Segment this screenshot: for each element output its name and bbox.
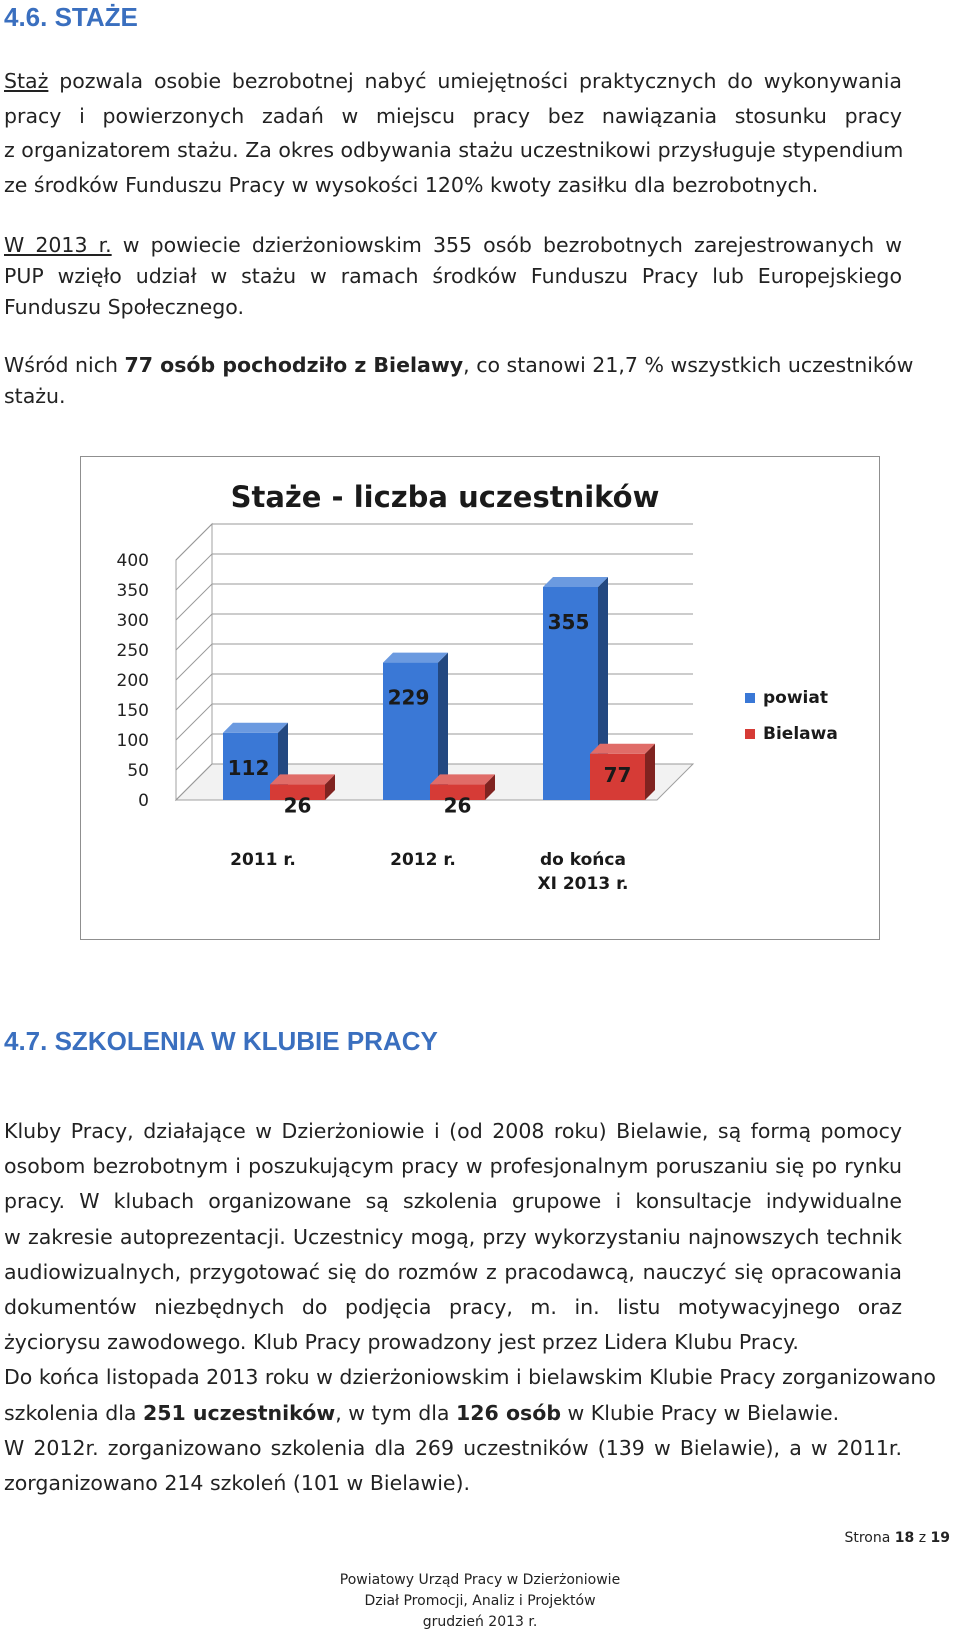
- text-line: [4, 1466, 902, 1501]
- bold-text: 126 osób: [456, 1400, 561, 1425]
- paragraph-staz-definition: [4, 64, 902, 202]
- text-line: [4, 350, 914, 381]
- gridline: [176, 554, 693, 590]
- text-line: [4, 381, 902, 412]
- text-span: pracy i powierzonych zadań w miejscu pracy bez nawiązania stosunku pracy: [4, 103, 902, 128]
- chart-title: Staże - liczba uczestników: [230, 480, 660, 514]
- x-tick-label: do końca: [540, 850, 626, 870]
- text-line: [4, 292, 902, 323]
- text-span: szkolenia dla: [4, 1400, 143, 1425]
- bar-powiat-top: [223, 723, 288, 733]
- paragraph-staz-bielawa: [4, 350, 914, 412]
- text-line: [4, 1325, 902, 1360]
- underlined-text: Staż: [4, 69, 49, 93]
- y-tick-label: 250: [116, 641, 149, 661]
- page-number-prefix: Strona: [844, 1530, 895, 1546]
- paragraph-klub-pracy: [4, 1114, 936, 1501]
- y-tick-label: 350: [116, 581, 149, 601]
- text-line: [4, 261, 902, 292]
- text-span: stażu.: [4, 384, 66, 408]
- bold-text: 77 osób pochodziło z Bielawy: [124, 353, 464, 377]
- text-line: [4, 1290, 902, 1325]
- text-line: [4, 230, 902, 261]
- legend-swatch-bielawa: [745, 729, 755, 739]
- text-span: W 2012r. zorganizowano szkolenia dla 269 uczestników (139 w Bielawie), a w 2011r.: [4, 1435, 902, 1460]
- footer-office-name: Powiatowy Urząd Pracy w Dzierżoniowie: [339, 1572, 621, 1588]
- text-span: PUP wzięło udział w stażu w ramach środków Funduszu Pracy lub Europejskiego: [4, 264, 902, 288]
- text-line: [4, 99, 902, 134]
- text-line: [4, 1360, 936, 1395]
- y-tick-label: 150: [116, 701, 149, 721]
- staze-bar-chart: [81, 457, 879, 939]
- gridline: [176, 524, 693, 560]
- text-span: życiorysu zawodowego. Klub Pracy prowadzony jest przez Lidera Klubu Pracy.: [4, 1330, 799, 1355]
- text-span: pozwala osobie bezrobotnej nabyć umiejętności praktycznych do wykonywania: [48, 69, 902, 93]
- legend-label-bielawa: Bielawa: [763, 724, 838, 744]
- text-span: z organizatorem stażu. Za okres odbywania stażu uczestnikowi przysługuje stypendium: [4, 138, 904, 162]
- text-line: [4, 1431, 902, 1466]
- bar-bielawa-top: [270, 774, 335, 784]
- text-line: [4, 64, 902, 99]
- text-line: [4, 168, 902, 203]
- chart-frame: [80, 456, 880, 940]
- data-label: 355: [547, 610, 590, 634]
- text-span: Wśród nich: [4, 353, 125, 377]
- text-span: w zakresie autoprezentacji. Uczestnicy mogą, przy wykorzystaniu najnowszych technik: [4, 1224, 902, 1249]
- bar-powiat-top: [543, 577, 608, 587]
- footer-date: grudzień 2013 r.: [422, 1614, 538, 1630]
- text-line: [4, 1149, 902, 1184]
- x-tick-label: XI 2013 r.: [537, 874, 629, 894]
- text-span: w powiecie dzierżoniowskim 355 osób bezrobotnych zarejestrowanych w: [111, 233, 902, 257]
- page-number: [844, 1530, 950, 1546]
- y-tick-label: 100: [116, 731, 149, 751]
- data-label: 77: [603, 762, 632, 787]
- y-tick-label: 0: [138, 791, 149, 811]
- data-label: 26: [443, 793, 472, 818]
- page-number-current: 18: [894, 1530, 915, 1546]
- text-line: [4, 1114, 902, 1149]
- paragraph-staz-2013: [4, 230, 902, 323]
- text-span: , co stanowi 21,7 % wszystkich uczestników: [463, 353, 914, 377]
- gridline: [176, 584, 693, 620]
- text-span: pracy. W klubach organizowane są szkolenia grupowe i konsultacje indywidualne: [4, 1189, 902, 1214]
- text-line: [4, 1220, 902, 1255]
- y-tick-label: 50: [127, 761, 149, 781]
- legend-swatch-powiat: [745, 693, 755, 703]
- page-number-sep: z: [914, 1530, 931, 1546]
- text-span: osobom bezrobotnym i poszukującym pracy w profesjonalnym poruszaniu się po rynku: [4, 1154, 902, 1179]
- legend-label-powiat: powiat: [763, 688, 828, 708]
- bold-text: 251 uczestników: [143, 1400, 336, 1425]
- text-span: zorganizowano 214 szkoleń (101 w Bielawie).: [4, 1471, 471, 1496]
- y-tick-label: 200: [116, 671, 149, 691]
- bar-bielawa-top: [590, 744, 655, 754]
- text-line: [4, 1255, 902, 1290]
- section-heading-4-6: 4.6. STAŻE: [4, 2, 138, 32]
- text-span: dokumentów niezbędnych do podjęcia pracy, m. in. listu motywacyjnego oraz: [4, 1295, 902, 1320]
- bar-powiat-top: [383, 653, 448, 663]
- text-span: w Klubie Pracy w Bielawie.: [561, 1400, 840, 1425]
- text-line: [4, 1184, 902, 1219]
- page-number-total: 19: [930, 1530, 950, 1546]
- text-span: , w tym dla: [335, 1400, 457, 1425]
- text-line: [4, 1396, 902, 1431]
- text-span: ze środków Funduszu Pracy w wysokości 120% kwoty zasiłku dla bezrobotnych.: [4, 172, 819, 197]
- data-label: 229: [387, 685, 430, 710]
- y-tick-label: 300: [116, 611, 149, 631]
- x-tick-label: 2011 r.: [230, 850, 296, 870]
- gridline: [176, 614, 693, 650]
- y-tick-label: 400: [116, 551, 149, 571]
- x-tick-label: 2012 r.: [390, 850, 456, 870]
- data-label: 112: [227, 755, 270, 780]
- bar-bielawa-top: [430, 774, 495, 784]
- footer-department: Dział Promocji, Analiz i Projektów: [364, 1593, 596, 1609]
- underlined-text: W 2013 r.: [4, 233, 112, 257]
- text-span: Kluby Pracy, działające w Dzierżoniowie i (od 2008 roku) Bielawie, są formą pomocy: [4, 1119, 902, 1143]
- text-span: Do końca listopada 2013 roku w dzierżoniowskim i bielawskim Klubie Pracy zorganizowano: [4, 1365, 936, 1390]
- bar-powiat: [383, 663, 438, 800]
- text-line: [4, 133, 902, 168]
- section-heading-4-7: 4.7. SZKOLENIA W KLUBIE PRACY: [4, 1026, 438, 1056]
- text-span: audiowizualnych, przygotować się do rozmów z pracodawcą, nauczyć się opracowania: [4, 1259, 902, 1284]
- data-label: 26: [283, 793, 312, 818]
- text-span: Funduszu Społecznego.: [4, 295, 244, 319]
